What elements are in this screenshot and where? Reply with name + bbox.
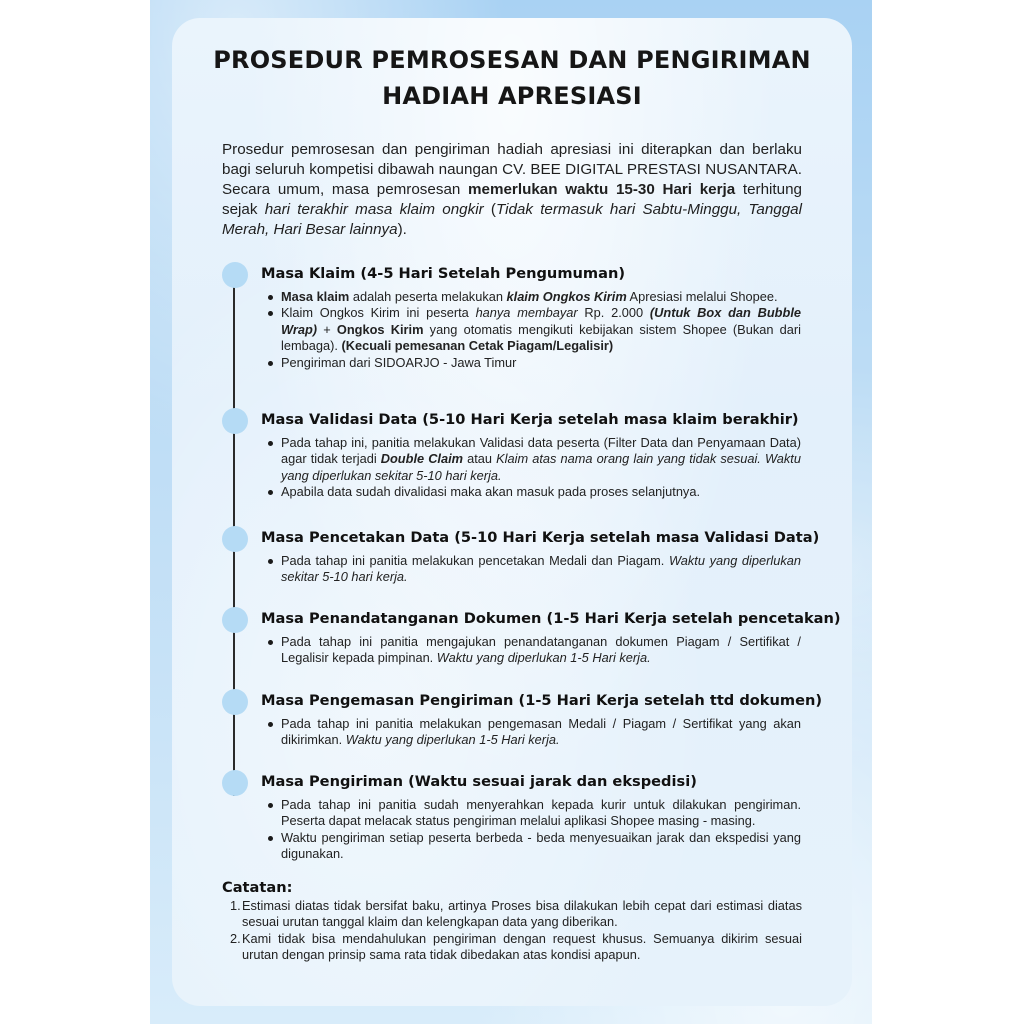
notes-title: Catatan: <box>222 879 293 896</box>
list-item: Pada tahap ini panitia melakukan pencetakan Medali dan Piagam. Waktu yang diperlukan sekitar 5-10 hari kerja. <box>281 553 801 585</box>
intro-text: ( <box>483 201 496 218</box>
note-item <box>222 931 802 964</box>
list-item: Pengiriman dari SIDOARJO - Jawa Timur <box>281 355 801 371</box>
poster-background <box>150 0 872 1024</box>
notes-section <box>222 878 802 964</box>
bullet-list <box>281 435 801 501</box>
timeline-dot <box>222 408 248 434</box>
bullet-list <box>281 716 801 749</box>
bullet-list <box>281 797 801 863</box>
bullet-list <box>281 553 801 586</box>
note-number: 1. <box>230 898 241 913</box>
title-line-1: PROSEDUR PEMROSESAN DAN PENGIRIMAN <box>213 46 811 74</box>
list-item: Pada tahap ini, panitia melakukan Validasi data peserta (Filter Data dan Penyamaan Data) agar tidak terjadi Double Claim atau Klaim atas nama orang lain yang tidak sesuai. Waktu yang diperlukan sekitar 5-10 hari kerja. <box>281 435 801 483</box>
intro-text: terhitung sejak <box>222 181 802 218</box>
note-text: Estimasi diatas tidak bersifat baku, artinya Proses bisa dilakukan lebih cepat dari estimasi diatas sesuai urutan tanggal klaim dan kelengkapan data yang diberikan. <box>242 898 802 930</box>
timeline-dot <box>222 770 248 796</box>
intro-italic: hari terakhir masa klaim ongkir <box>264 201 484 218</box>
page-title <box>202 42 822 114</box>
intro-italic: Tidak termasuk hari Sabtu-Minggu, Tanggal Merah, Hari Besar lainnya <box>222 201 803 238</box>
intro-text: ). <box>397 221 407 238</box>
timeline-dot <box>222 262 248 288</box>
section-title: Masa Pengiriman (Waktu sesuai jarak dan ekspedisi) <box>261 773 697 790</box>
intro-text: Prosedur pemrosesan dan pengiriman hadiah apresiasi ini diterapkan dan berlaku bagi seluruh kompetisi dibawah naungan CV. BEE DIGITAL PRESTASI NUSANTARA. Secara umum, masa pemrosesan <box>222 141 802 198</box>
list-item: Pada tahap ini panitia sudah menyerahkan kepada kurir untuk dilakukan pengiriman. Peserta dapat melacak status pengiriman melalui aplikasi Shopee masing - masing. <box>281 797 801 829</box>
note-text: Kami tidak bisa mendahulukan pengiriman dengan request khusus. Semuanya dikirim sesuai urutan dengan prinsip sama rata tidak dibedakan atas kondisi apapun. <box>242 930 802 963</box>
timeline-dot <box>222 526 248 552</box>
section-title: Masa Penandatanganan Dokumen (1-5 Hari Kerja setelah pencetakan) <box>261 610 841 627</box>
intro-bold: memerlukan waktu 15-30 Hari kerja <box>468 181 736 198</box>
list-item: Apabila data sudah divalidasi maka akan masuk pada proses selanjutnya. <box>281 484 801 500</box>
list-item: Pada tahap ini panitia melakukan pengemasan Medali / Piagam / Sertifikat yang akan dikirimkan. Waktu yang diperlukan 1-5 Hari kerja. <box>281 716 801 748</box>
note-item <box>222 898 802 931</box>
bullet-list <box>281 289 801 371</box>
note-number: 2. <box>230 930 241 946</box>
title-line-2: HADIAH APRESIASI <box>382 82 642 110</box>
timeline-dot <box>222 607 248 633</box>
list-item: Masa klaim adalah peserta melakukan klaim Ongkos Kirim Apresiasi melalui Shopee. <box>281 289 801 305</box>
bullet-list <box>281 634 801 667</box>
list-item: Klaim Ongkos Kirim ini peserta hanya membayar Rp. 2.000 (Untuk Box dan Bubble Wrap) + Ongkos Kirim yang otomatis mengikuti kebijakan sistem Shopee (Bukan dari lembaga). (Kecuali pemesanan Cetak Piagam/Legalisir) <box>281 305 801 354</box>
content-card <box>172 18 852 1006</box>
section-title: Masa Validasi Data (5-10 Hari Kerja setelah masa klaim berakhir) <box>261 411 799 428</box>
section-title: Masa Pengemasan Pengiriman (1-5 Hari Kerja setelah ttd dokumen) <box>261 692 823 709</box>
timeline-dot <box>222 689 248 715</box>
section-title: Masa Klaim (4-5 Hari Setelah Pengumuman) <box>261 265 626 282</box>
notes-list <box>222 898 802 964</box>
list-item: Waktu pengiriman setiap peserta berbeda - beda menyesuaikan jarak dan ekspedisi yang digunakan. <box>281 829 801 862</box>
intro-paragraph <box>222 140 802 240</box>
list-item: Pada tahap ini panitia mengajukan penandatanganan dokumen Piagam / Sertifikat / Legalisir kepada pimpinan. Waktu yang diperlukan 1-5 Hari kerja. <box>281 634 801 666</box>
section-title: Masa Pencetakan Data (5-10 Hari Kerja setelah masa Validasi Data) <box>261 529 820 546</box>
